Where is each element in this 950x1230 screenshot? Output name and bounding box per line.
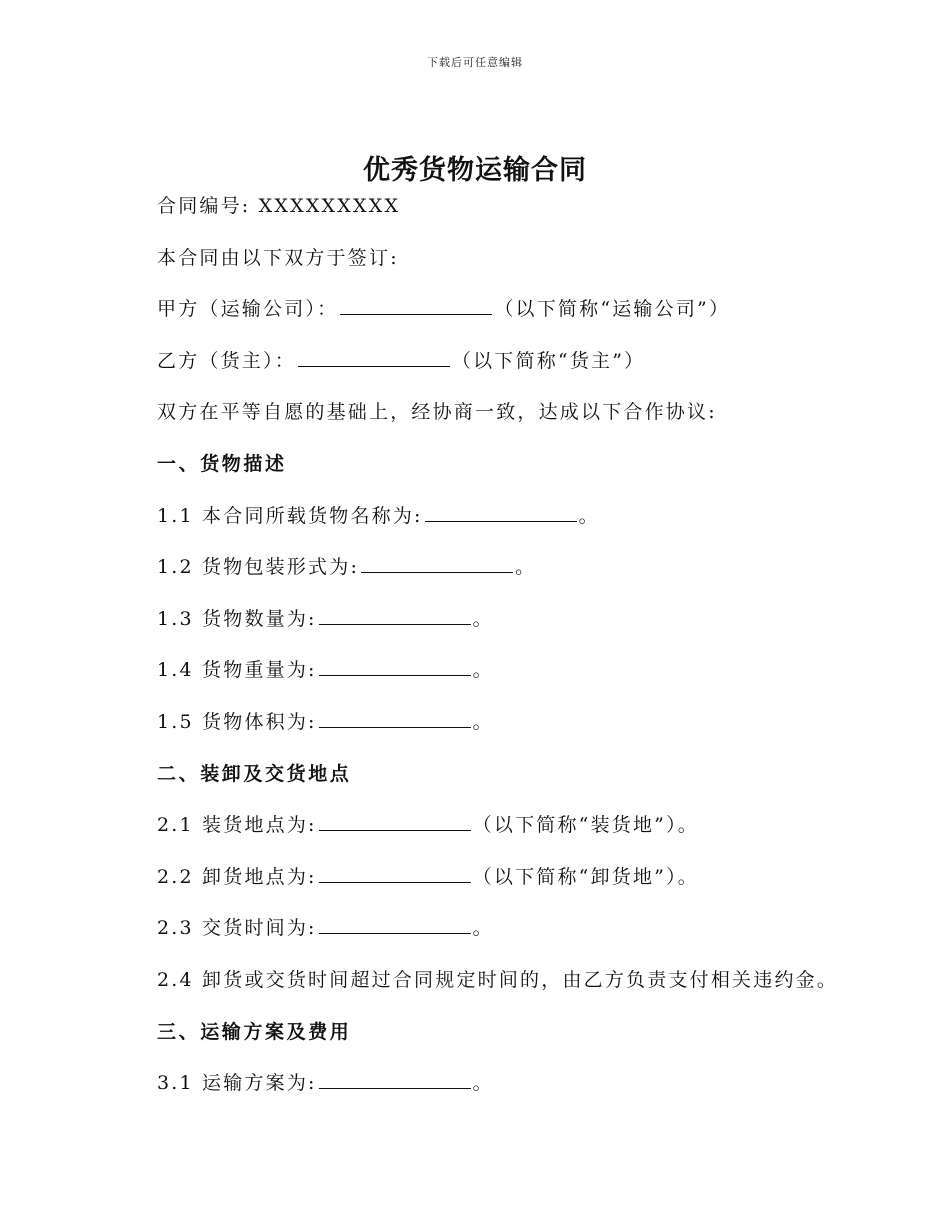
clause-blank	[319, 913, 471, 934]
clause-blank	[319, 1068, 471, 1089]
party-b-label: 乙方（货主）：	[157, 349, 296, 372]
section-3-heading: 三、运输方案及费用	[157, 1020, 352, 1043]
clause-label: 2.1 装货地点为:	[157, 814, 317, 837]
contract-number-label: 合同编号:	[157, 195, 251, 217]
clause-label: 1.2 货物包装形式为:	[157, 556, 360, 579]
section-1-heading: 一、货物描述	[157, 452, 287, 475]
section-2-heading: 二、装卸及交货地点	[157, 762, 352, 785]
party-b-blank	[298, 346, 450, 367]
clause-1-2	[157, 551, 937, 603]
clause-2-4: 2.4 卸货或交货时间超过合同规定时间的，由乙方负责支付相关违约金。	[157, 968, 839, 991]
clause-label: 2.2 卸货地点为:	[157, 865, 317, 888]
party-a-line	[157, 293, 937, 345]
party-a-blank	[340, 294, 492, 315]
clause-2-3	[157, 912, 937, 964]
clause-end: 。	[472, 1072, 494, 1095]
agreement-line: 双方在平等自愿的基础上，经协商一致，达成以下合作协议:	[157, 401, 717, 424]
clause-end: 。	[472, 917, 494, 940]
party-a-label: 甲方（运输公司）：	[157, 298, 339, 321]
clause-2-1	[157, 809, 937, 861]
document-body	[157, 190, 937, 1119]
clause-end: 。	[578, 504, 600, 527]
clause-end: （以下简称“装货地”）。	[472, 814, 699, 837]
clause-blank	[425, 501, 577, 522]
contract-number-line	[157, 190, 937, 242]
clause-1-3	[157, 603, 937, 655]
clause-blank	[319, 604, 471, 625]
clause-label: 3.1 运输方案为:	[157, 1072, 317, 1095]
clause-blank	[361, 552, 513, 573]
document-title: 优秀货物运输合同	[363, 155, 587, 186]
clause-label: 1.3 货物数量为:	[157, 607, 317, 630]
clause-end: 。	[515, 556, 537, 579]
party-a-suffix: （以下简称“运输公司”）	[494, 298, 731, 321]
clause-label: 2.3 交货时间为:	[157, 917, 317, 940]
clause-label: 1.4 货物重量为:	[157, 659, 317, 682]
intro-line: 本合同由以下双方于签订:	[157, 246, 399, 269]
clause-blank	[319, 810, 471, 831]
page-header-note: 下载后可任意编辑	[427, 56, 523, 69]
clause-1-4	[157, 654, 937, 706]
clause-end: （以下简称“卸货地”）。	[472, 865, 699, 888]
contract-number-value: XXXXXXXXX	[258, 195, 401, 217]
clause-1-5	[157, 706, 937, 758]
clause-end: 。	[472, 607, 494, 630]
clause-3-1	[157, 1067, 937, 1119]
clause-2-2	[157, 861, 937, 913]
clause-label: 1.5 货物体积为:	[157, 710, 317, 733]
party-b-suffix: （以下简称“货主”）	[451, 349, 646, 372]
clause-blank	[319, 707, 471, 728]
party-b-line	[157, 345, 937, 397]
clause-end: 。	[472, 710, 494, 733]
clause-blank	[319, 862, 471, 883]
clause-1-1	[157, 500, 937, 552]
clause-blank	[319, 655, 471, 676]
clause-label: 1.1 本合同所载货物名称为:	[157, 504, 423, 527]
clause-end: 。	[472, 659, 494, 682]
